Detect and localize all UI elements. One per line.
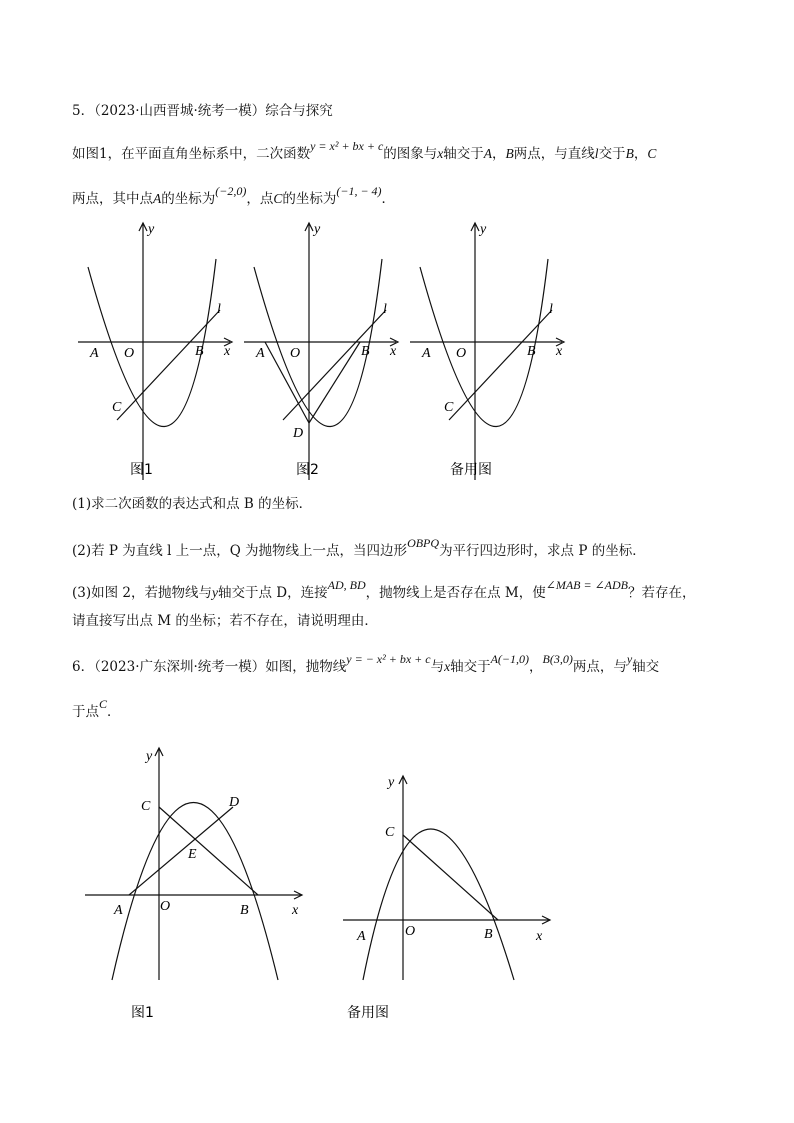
- p5-figure-2: [236, 215, 406, 485]
- p6-figure-1: [80, 740, 310, 1025]
- math-expr: AD, BD: [327, 578, 366, 592]
- math-expr: (−1, − 4): [336, 184, 382, 198]
- label-x: x: [390, 344, 397, 359]
- label-x: x: [292, 903, 299, 918]
- label-C: C: [444, 400, 454, 415]
- p5-question-2: (2)若 P 为直线 l 上一点，Q 为抛物线上一点，当四边形OBPQ为平行四边形时，求点 P 的坐标．: [72, 536, 646, 559]
- label-C: C: [385, 825, 395, 840]
- label-A: A: [357, 929, 366, 944]
- label-x: x: [536, 929, 543, 944]
- math-expr: y = − x² + bx + c: [346, 652, 431, 666]
- figure-caption: 备用图: [450, 462, 492, 478]
- label-x: x: [224, 344, 231, 359]
- p5-question-3: (3)如图 2，若抛物线与y轴交于点 D，连接AD, BD，抛物线上是否存在点 M，使∠MAB = ∠ADB？若存在，: [72, 578, 696, 601]
- label-O: O: [290, 346, 301, 361]
- p5-line2: 两点，其中点A的坐标为(−2,0)，点C的坐标为(−1, − 4)．: [72, 184, 396, 207]
- p5-figure-1: [70, 215, 240, 485]
- label-E: E: [188, 847, 197, 862]
- math-expr: y = x² + bx + c: [310, 139, 384, 153]
- label-O: O: [124, 346, 135, 361]
- label-y: y: [388, 775, 395, 790]
- p5-question-1: (1)求二次函数的表达式和点 B 的坐标．: [72, 496, 313, 512]
- label-O: O: [405, 924, 416, 939]
- math-expr: (−2,0): [215, 184, 247, 198]
- label-A: A: [114, 903, 123, 918]
- p5-header: 5．（2023·山西晋城·统考一模）综合与探究: [72, 103, 333, 119]
- label-O: O: [456, 346, 467, 361]
- p5-question-3-cont: 请直接写出点 M 的坐标；若不存在，请说明理由．: [72, 613, 378, 629]
- p6-figure-2: [338, 768, 558, 1028]
- label-C: C: [112, 400, 122, 415]
- figure-caption: 图1: [131, 1005, 154, 1021]
- label-l: l: [549, 302, 553, 317]
- label-y: y: [480, 222, 487, 237]
- label-O: O: [160, 899, 171, 914]
- p5-line1: 如图1，在平面直角坐标系中，二次函数y = x² + bx + c的图象与x轴交于A，B两点，与直线l交于B，C: [72, 139, 657, 162]
- label-B: B: [361, 344, 370, 359]
- p6-line2: 于点C．: [72, 697, 121, 720]
- label-D: D: [229, 795, 240, 810]
- label-B: B: [240, 903, 249, 918]
- label-B: B: [195, 344, 204, 359]
- label-A: A: [256, 346, 265, 361]
- label-x: x: [556, 344, 563, 359]
- label-l: l: [217, 302, 221, 317]
- label-y: y: [314, 222, 321, 237]
- label-A: A: [422, 346, 431, 361]
- label-B: B: [527, 344, 536, 359]
- label-C: C: [141, 799, 151, 814]
- math-expr: B(3,0): [542, 652, 573, 666]
- label-D: D: [293, 426, 304, 441]
- label-y: y: [148, 222, 155, 237]
- figure-caption: 备用图: [347, 1005, 389, 1021]
- math-expr: OBPQ: [407, 536, 440, 550]
- figure-caption: 图1: [130, 462, 153, 478]
- figure-caption: 图2: [296, 462, 319, 478]
- label-y: y: [146, 749, 153, 764]
- math-expr: A(−1,0): [490, 652, 529, 666]
- p6-line1: 6．（2023·广东深圳·统考一模）如图，抛物线y = − x² + bx + c与x轴交于A(−1,0)，B(3,0)两点，与y轴交: [72, 652, 660, 675]
- p5-figure-3: [402, 215, 572, 485]
- label-B: B: [484, 927, 493, 942]
- label-l: l: [383, 302, 387, 317]
- math-expr: ∠MAB = ∠ADB: [545, 578, 628, 592]
- label-A: A: [90, 346, 99, 361]
